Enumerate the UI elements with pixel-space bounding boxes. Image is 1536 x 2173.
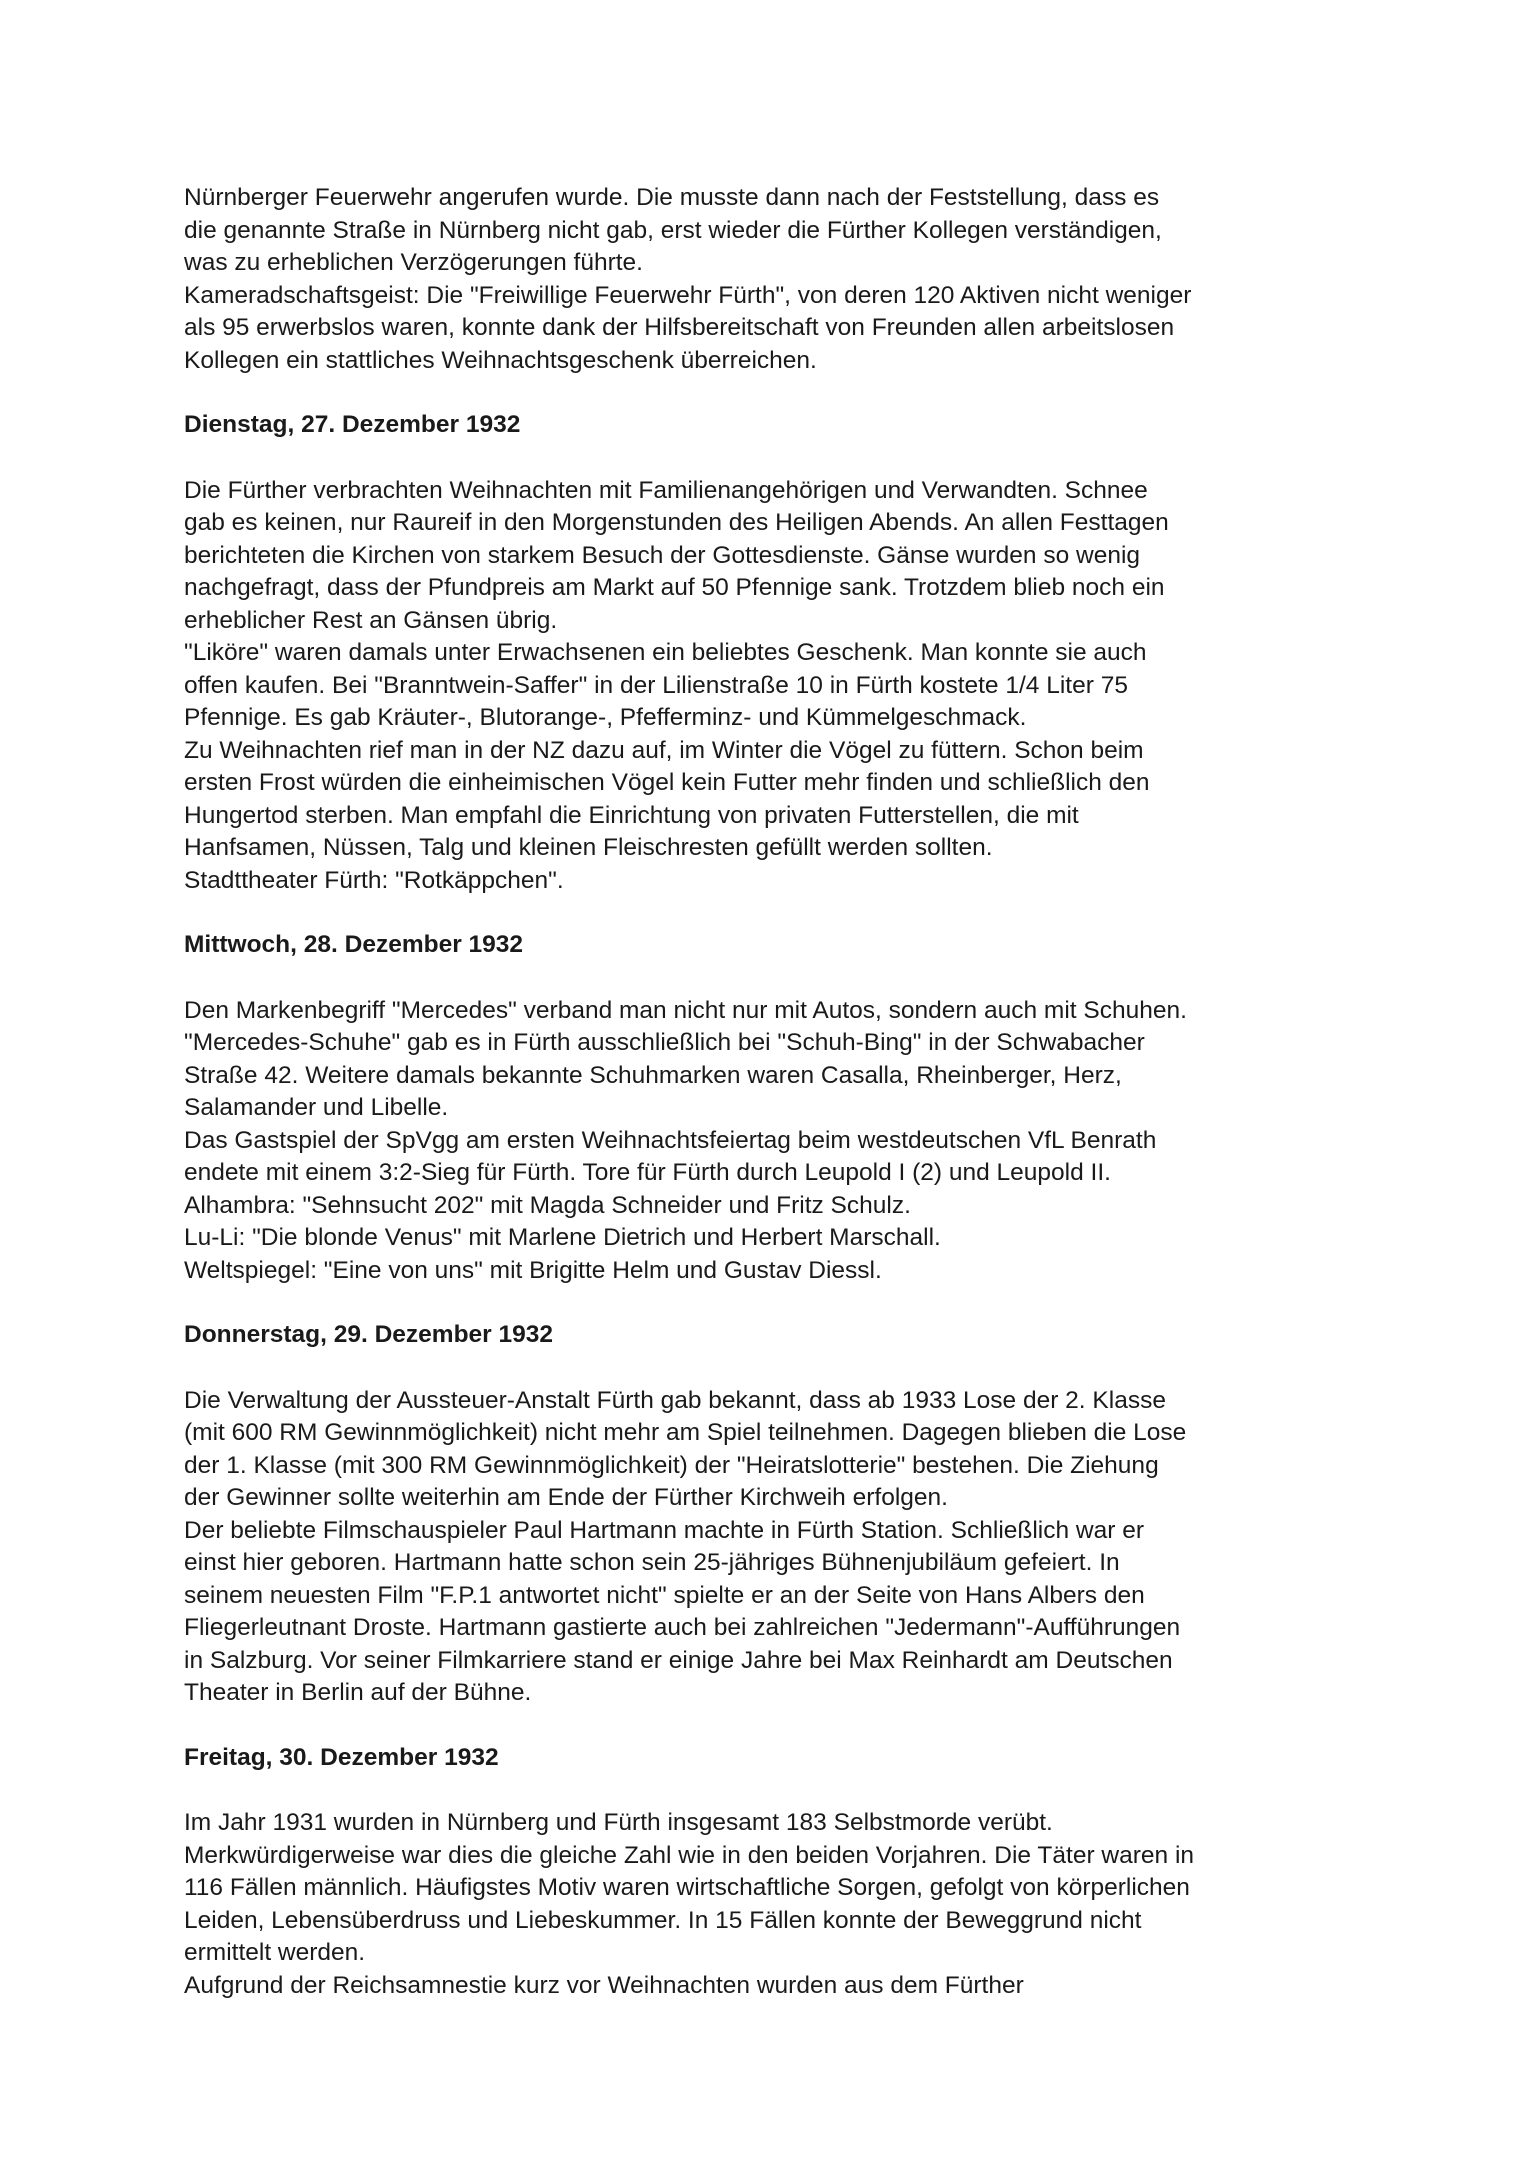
text-line: Straße 42. Weitere damals bekannte Schuhmarken waren Casalla, Rheinberger, Herz, [184,1061,1122,1089]
section-mittwoch [184,929,1384,1287]
text-line: "Liköre" waren damals unter Erwachsenen ein beliebtes Geschenk. Man konnte sie auch [184,639,1147,666]
text-line: Stadttheater Fürth: "Rotkäppchen". [184,866,564,894]
text-line: erheblicher Rest an Gänsen übrig. [184,606,558,634]
text-line: "Mercedes-Schuhe" gab es in Fürth ausschließlich bei "Schuh-Bing" in der Schwabacher [184,1029,1145,1056]
text-line: Merkwürdigerweise war dies die gleiche Zahl wie in den beiden Vorjahren. Die Täter waren in [184,1841,1195,1869]
text-line: gab es keinen, nur Raureif in den Morgenstunden des Heiligen Abends. An allen Festtagen [184,509,1169,536]
text-line: (mit 600 RM Gewinnmöglichkeit) nicht mehr am Spiel teilnehmen. Dagegen blieben die Lose [184,1419,1187,1446]
text-line: einst hier geboren. Hartmann hatte schon sein 25-jähriges Bühnenjubiläum gefeiert. In [184,1549,1120,1576]
section-freitag [184,1742,1384,2003]
text-line: Lu-Li: "Die blonde Venus" mit Marlene Dietrich und Herbert Marschall. [184,1224,941,1251]
text-line: der Gewinner sollte weiterhin am Ende der Fürther Kirchweih erfolgen. [184,1484,948,1511]
text-line: Nürnberger Feuerwehr angerufen wurde. Die musste dann nach der Feststellung, dass es [184,184,1160,211]
text-line: Aufgrund der Reichsamnestie kurz vor Weihnachten wurden aus dem Fürther [184,1971,1024,1999]
text-line: Alhambra: "Sehnsucht 202" mit Magda Schneider und Fritz Schulz. [184,1191,911,1219]
text-line: Fliegerleutnant Droste. Hartmann gastierte auch bei zahlreichen "Jedermann"-Aufführungen [184,1614,1181,1641]
text-line: Den Markenbegriff "Mercedes" verband man nicht nur mit Autos, sondern auch mit Schuhen. [184,996,1187,1024]
text-line: was zu erheblichen Verzögerungen führte. [184,249,643,276]
text-line: offen kaufen. Bei "Branntwein-Saffer" in der Lilienstraße 10 in Fürth kostete 1/4 Liter 75 [184,671,1128,699]
text-line: nachgefragt, dass der Pfundpreis am Markt auf 50 Pfennige sank. Trotzdem blieb noch ein [184,574,1165,601]
text-line: Die Verwaltung der Aussteuer-Anstalt Fürth gab bekannt, dass ab 1933 Lose der 2. Klasse [184,1386,1166,1414]
text-line: Das Gastspiel der SpVgg am ersten Weihnachtsfeiertag beim westdeutschen VfL Benrath [184,1126,1157,1154]
text-line: Pfennige. Es gab Kräuter-, Blutorange-, Pfefferminz- und Kümmelgeschmack. [184,704,1027,731]
text-line: als 95 erwerbslos waren, konnte dank der Hilfsbereitschaft von Freunden allen arbeitslosen [184,314,1175,341]
intro-paragraph [184,182,1384,377]
section-heading: Dienstag, 27. Dezember 1932 [184,411,521,438]
section-heading: Freitag, 30. Dezember 1932 [184,1743,499,1771]
text-line: die genannte Straße in Nürnberg nicht gab, erst wieder die Fürther Kollegen verständigen, [184,216,1162,244]
text-line: Der beliebte Filmschauspieler Paul Hartmann machte in Fürth Station. Schließlich war er [184,1516,1144,1544]
text-line: berichteten die Kirchen von starkem Besuch der Gottesdienste. Gänse wurden so wenig [184,541,1141,569]
section-heading: Donnerstag, 29. Dezember 1932 [184,1321,554,1348]
text-line: Kollegen ein stattliches Weihnachtsgeschenk überreichen. [184,346,817,374]
text-line: in Salzburg. Vor seiner Filmkarriere stand er einige Jahre bei Max Reinhardt am Deutschen [184,1646,1173,1674]
text-line: Im Jahr 1931 wurden in Nürnberg und Fürth insgesamt 183 Selbstmorde verübt. [184,1809,1053,1836]
text-line: Zu Weihnachten rief man in der NZ dazu auf, im Winter die Vögel zu füttern. Schon beim [184,736,1144,764]
text-line: der 1. Klasse (mit 300 RM Gewinnmöglichkeit) der "Heiratslotterie" bestehen. Die Ziehung [184,1451,1159,1479]
section-dienstag [184,409,1384,897]
text-line: Kameradschaftsgeist: Die "Freiwillige Feuerwehr Fürth", von deren 120 Aktiven nicht weniger [184,281,1192,309]
document-page [184,182,1384,2002]
section-heading: Mittwoch, 28. Dezember 1932 [184,931,524,958]
text-line: ersten Frost würden die einheimischen Vögel kein Futter mehr finden und schließlich den [184,769,1150,796]
text-line: Theater in Berlin auf der Bühne. [184,1679,532,1706]
text-line: Die Fürther verbrachten Weihnachten mit Familienangehörigen und Verwandten. Schnee [184,476,1148,504]
text-line: seinem neuesten Film "F.P.1 antwortet nicht" spielte er an der Seite von Hans Albers den [184,1581,1145,1609]
text-line: Hungertod sterben. Man empfahl die Einrichtung von privaten Futterstellen, die mit [184,801,1079,829]
text-line: endete mit einem 3:2-Sieg für Fürth. Tore für Fürth durch Leupold I (2) und Leupold II. [184,1159,1111,1186]
text-line: Leiden, Lebensüberdruss und Liebeskummer. In 15 Fällen konnte der Beweggrund nicht [184,1906,1142,1934]
text-line: 116 Fällen männlich. Häufigstes Motiv waren wirtschaftliche Sorgen, gefolgt von körperlichen [184,1874,1190,1901]
text-line: Weltspiegel: "Eine von uns" mit Brigitte Helm und Gustav Diessl. [184,1256,882,1284]
text-line: Salamander und Libelle. [184,1094,449,1121]
section-donnerstag [184,1319,1384,1710]
text-line: Hanfsamen, Nüssen, Talg und kleinen Fleischresten gefüllt werden sollten. [184,834,993,861]
text-line: ermittelt werden. [184,1939,366,1966]
